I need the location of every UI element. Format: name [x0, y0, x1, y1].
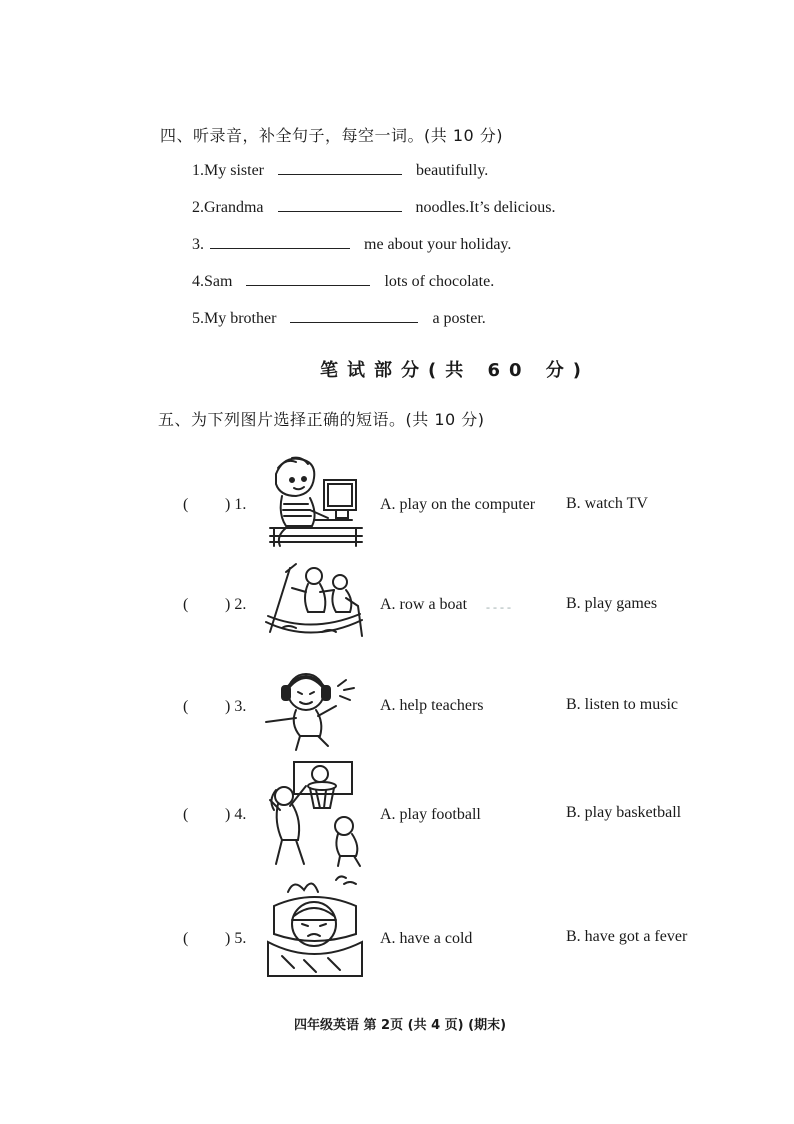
option-2b: B. play games [566, 595, 658, 612]
answer-box-2[interactable] [193, 591, 223, 617]
item-number-5: ) 5. [225, 930, 247, 947]
rowing-boat-picture [262, 562, 366, 640]
answer-paren-open-1: ( [183, 496, 189, 513]
answer-paren-open-5: ( [183, 930, 189, 947]
sentence-3 [192, 234, 511, 254]
option-5a: A. have a cold [380, 930, 473, 947]
answer-paren-open-2: ( [183, 596, 189, 613]
answer-box-1[interactable] [193, 491, 223, 517]
sentence-3-start: 3. [192, 236, 204, 253]
sentence-2-start: 2.Grandma [192, 199, 264, 216]
option-4a: A. play football [380, 806, 481, 823]
option-3b: B. listen to music [566, 696, 678, 713]
page-footer: 四年级英语 第 2页 (共 4 页) (期末) [294, 1018, 507, 1033]
item-number-1: ) 1. [225, 496, 247, 513]
sentence-5 [192, 308, 486, 328]
item-number-2: ) 2. [225, 596, 247, 613]
section-4-title: 四、听录音，补全句子，每空一词。(共 10 分) [160, 126, 504, 145]
headphones-picture [262, 666, 362, 752]
answer-paren-open-3: ( [183, 698, 189, 715]
boy-computer-picture [266, 454, 366, 548]
item-number-3: ) 3. [225, 698, 247, 715]
answer-box-5[interactable] [193, 925, 223, 951]
smudge-mark: - - - - [486, 600, 511, 614]
answer-box-4[interactable] [193, 801, 223, 827]
sick-in-bed-picture [264, 872, 366, 982]
basketball-picture [264, 760, 366, 868]
section-5-title: 五、为下列图片选择正确的短语。(共 10 分) [158, 410, 485, 429]
written-part-title: 笔试部分(共 60 分) [320, 360, 591, 381]
sentence-1-end: beautifully. [416, 162, 489, 179]
answer-blank-2[interactable] [278, 197, 402, 212]
option-2a: A. row a boat [380, 596, 468, 613]
option-4b: B. play basketball [566, 804, 682, 821]
sentence-1 [192, 160, 488, 180]
answer-blank-4[interactable] [246, 271, 370, 286]
answer-paren-open-4: ( [183, 806, 189, 823]
option-1a: A. play on the computer [380, 496, 536, 513]
sentence-2 [192, 197, 556, 217]
option-3a: A. help teachers [380, 697, 484, 714]
answer-box-3[interactable] [193, 693, 223, 719]
sentence-1-start: 1.My sister [192, 162, 264, 179]
item-number-4: ) 4. [225, 806, 247, 823]
answer-blank-3[interactable] [210, 234, 350, 249]
sentence-2-end: noodles.It’s delicious. [415, 199, 556, 216]
sentence-5-end: a poster. [432, 310, 486, 327]
sentence-4-end: lots of chocolate. [384, 273, 495, 290]
option-1b: B. watch TV [566, 495, 648, 512]
sentence-3-end: me about your holiday. [364, 236, 512, 253]
sentence-4-start: 4.Sam [192, 273, 233, 290]
option-5b: B. have got a fever [566, 928, 688, 945]
sentence-5-start: 5.My brother [192, 310, 277, 327]
answer-blank-5[interactable] [290, 308, 418, 323]
sentence-4 [192, 271, 494, 291]
answer-blank-1[interactable] [278, 160, 402, 175]
